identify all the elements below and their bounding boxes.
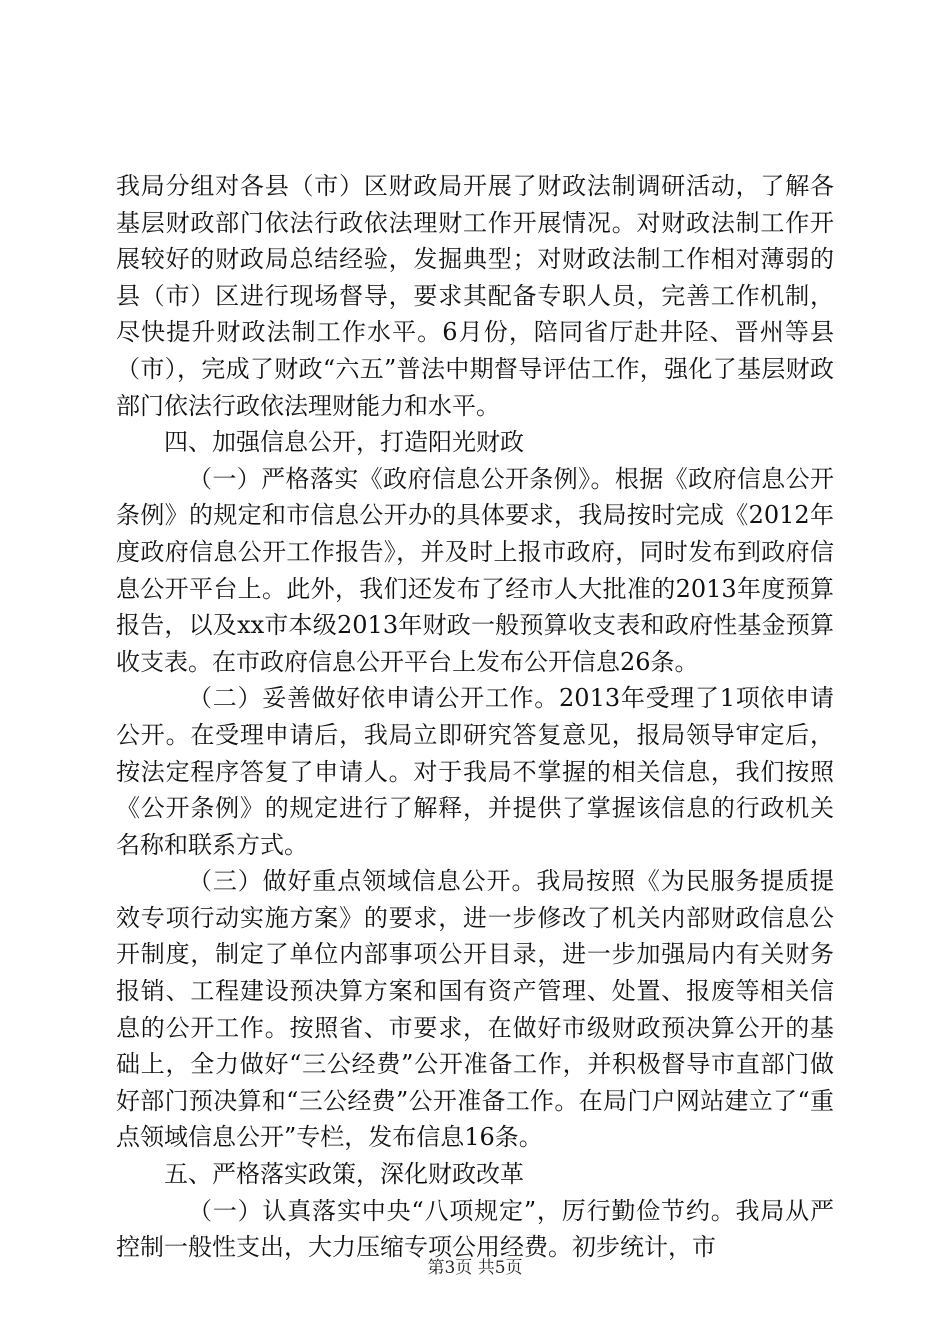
paragraph-4-3: （三）做好重点领域信息公开。我局按照《为民服务提质提效专项行动实施方案》的要求，进一步修改了机关内部财政信息公开制度，制定了单位内部事项公开目录，进一步加强局内有关财务报销、工程建设预决算方案和国有资产管理、处置、报废等相关信息的公开工作。按照省、市要求，在做好市级财政预决算公开的基础上，全力做好“三公经费”公开准备工作，并积极督导市直部门做好部门预决算和“三公经费”公开准备工作。在局门户网站建立了“重点领域信息公开”专栏，发布信息16条。 [116, 867, 834, 1152]
paragraph-4-2: （二）妥善做好依申请公开工作。2013年受理了1项依申请公开。在受理申请后，我局立即研究答复意见，报局领导审定后，按法定程序答复了申请人。对于我局不掌握的相关信息，我们按照《公开条例》的规定进行了解释，并提供了掌握该信息的行政机关名称和联系方式。 [116, 684, 834, 859]
document-body [116, 168, 834, 1266]
page-number-footer: 第3页 共5页 [427, 1258, 523, 1278]
paragraph-continuation: 我局分组对各县（市）区财政局开展了财政法制调研活动，了解各基层财政部门依法行政依法理财工作开展情况。对财政法制工作开展较好的财政局总结经验，发掘典型；对财政法制工作相对薄弱的县（市）区进行现场督导，要求其配备专职人员，完善工作机制，尽快提升财政法制工作水平。6月份，陪同省厅赴井陉、晋州等县（市），完成了财政“六五”普法中期督导评估工作，强化了基层财政部门依法行政依法理财能力和水平。 [116, 172, 834, 420]
section-heading-5: 五、严格落实政策，深化财政改革 [164, 1160, 524, 1189]
section-heading-4: 四、加强信息公开，打造阳光财政 [164, 428, 524, 457]
paragraph-5-1: （一）认真落实中央“八项规定”，厉行勤俭节约。我局从严控制一般性支出，大力压缩专项公用经费。初步统计，市 [116, 1196, 834, 1262]
paragraph-4-1: （一）严格落实《政府信息公开条例》。根据《政府信息公开条例》的规定和市信息公开办的具体要求，我局按时完成《2012年度政府信息公开工作报告》，并及时上报市政府，同时发布到政府信息公开平台上。此外，我们还发布了经市人大批准的2013年度预算报告，以及xx市本级2013年财政一般预算收支表和政府性基金预算收支表。在市政府信息公开平台上发布公开信息26条。 [116, 464, 834, 676]
